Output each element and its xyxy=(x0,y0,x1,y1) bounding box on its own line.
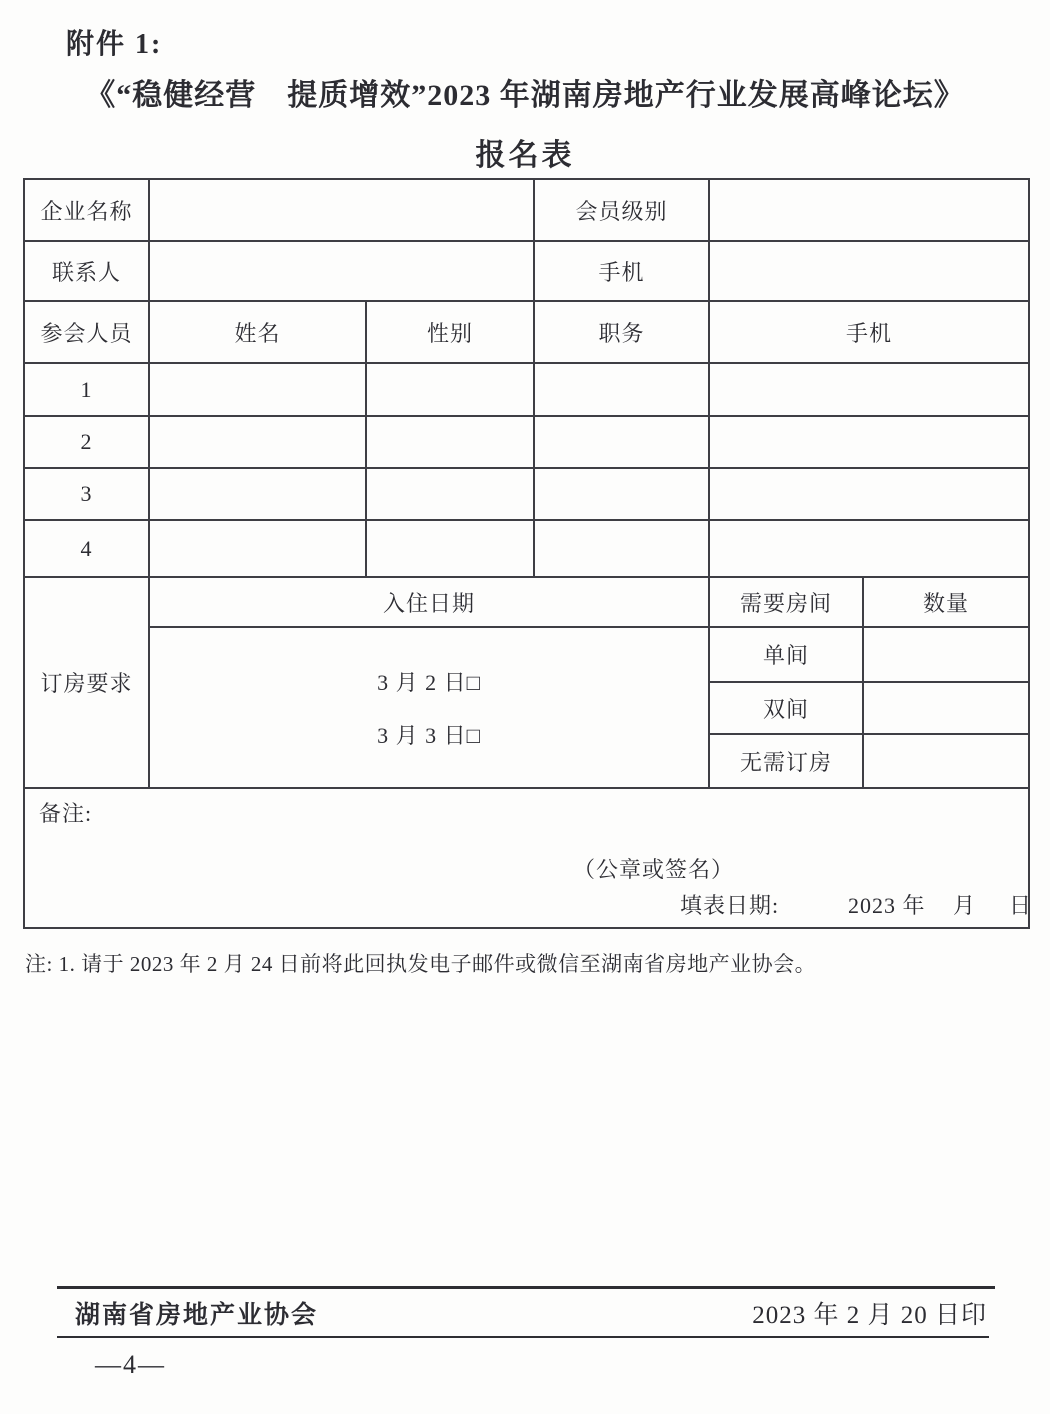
column-header-title: 职务 xyxy=(534,301,709,363)
footer-top-rule xyxy=(57,1286,995,1289)
seal-or-signature-hint: （公章或签名） xyxy=(573,857,735,882)
column-header-name: 姓名 xyxy=(149,301,366,363)
participants-label: 参会人员 xyxy=(24,301,149,363)
participant-name-input-cell xyxy=(149,416,366,468)
room-single-label: 单间 xyxy=(709,627,863,682)
participant-gender-input-cell xyxy=(366,363,534,416)
registration-form-table xyxy=(23,178,1033,929)
participant-number: 1 xyxy=(24,363,149,416)
checkin-date-option-1: 3 月 2 日□ xyxy=(377,669,481,695)
contact-phone-label: 手机 xyxy=(534,241,709,301)
room-none-label: 无需订房 xyxy=(709,734,863,788)
remark-row xyxy=(24,788,1029,928)
room-type-header: 需要房间 xyxy=(709,577,863,627)
participant-title-input-cell xyxy=(534,363,709,416)
participant-row-1 xyxy=(24,363,1029,416)
page-number: —4— xyxy=(95,1350,166,1379)
remark-label: 备注: xyxy=(39,801,93,826)
table-row xyxy=(24,241,1029,301)
participant-number: 3 xyxy=(24,468,149,520)
participant-phone-input-cell xyxy=(709,416,1029,468)
participant-title-input-cell xyxy=(534,520,709,577)
member-level-label: 会员级别 xyxy=(534,179,709,241)
document-title: 《“稳健经营 提质增效”2023 年湖南房地产行业发展高峰论坛》 xyxy=(85,79,965,112)
member-level-input-cell xyxy=(709,179,1029,241)
remark-cell xyxy=(24,788,1033,928)
column-header-gender: 性别 xyxy=(366,301,534,363)
room-qty-header: 数量 xyxy=(863,577,1029,627)
participant-title-input-cell xyxy=(534,468,709,520)
checkin-date-header: 入住日期 xyxy=(149,577,709,627)
participant-gender-input-cell xyxy=(366,468,534,520)
footer-bottom-rule xyxy=(57,1336,989,1338)
room-double-label: 双间 xyxy=(709,682,863,734)
contact-phone-input-cell xyxy=(709,241,1029,301)
participant-gender-input-cell xyxy=(366,416,534,468)
contact-input-cell xyxy=(149,241,534,301)
contact-label: 联系人 xyxy=(24,241,149,301)
room-double-qty-input-cell xyxy=(863,682,1029,734)
table-row xyxy=(24,179,1029,241)
participant-row-4 xyxy=(24,520,1029,577)
booking-label: 订房要求 xyxy=(24,577,149,788)
participant-row-3 xyxy=(24,468,1029,520)
room-single-qty-input-cell xyxy=(863,627,1029,682)
participants-header-row xyxy=(24,301,1029,363)
attachment-label: 附件 1: xyxy=(66,29,163,60)
participant-phone-input-cell xyxy=(709,468,1029,520)
fill-date-day: 日 xyxy=(1009,893,1033,918)
participant-name-input-cell xyxy=(149,468,366,520)
company-name-label: 企业名称 xyxy=(24,179,149,241)
room-single-row xyxy=(24,627,1029,682)
participant-title-input-cell xyxy=(534,416,709,468)
participant-phone-input-cell xyxy=(709,520,1029,577)
participant-phone-input-cell xyxy=(709,363,1029,416)
participant-number: 2 xyxy=(24,416,149,468)
company-name-input-cell xyxy=(149,179,534,241)
footer-print-date: 2023 年 2 月 20 日印 xyxy=(752,1302,987,1329)
fill-date-month: 月 xyxy=(953,893,977,918)
participant-number: 4 xyxy=(24,520,149,577)
footer-organization: 湖南省房地产业协会 xyxy=(75,1302,319,1329)
submission-note: 注: 1. 请于 2023 年 2 月 24 日前将此回执发电子邮件或微信至湖南省房地产业协会。 xyxy=(25,952,817,976)
room-none-qty-input-cell xyxy=(863,734,1029,788)
participant-name-input-cell xyxy=(149,520,366,577)
checkin-date-option-2: 3 月 3 日□ xyxy=(377,722,481,748)
checkin-date-options-cell xyxy=(149,627,709,788)
participant-row-2 xyxy=(24,416,1029,468)
participant-name-input-cell xyxy=(149,363,366,416)
booking-header-row xyxy=(24,577,1029,627)
fill-date-year: 2023 年 xyxy=(848,893,926,918)
column-header-phone: 手机 xyxy=(709,301,1029,363)
participant-gender-input-cell xyxy=(366,520,534,577)
document-subtitle: 报名表 xyxy=(475,139,575,172)
fill-date-label: 填表日期: xyxy=(680,893,780,918)
